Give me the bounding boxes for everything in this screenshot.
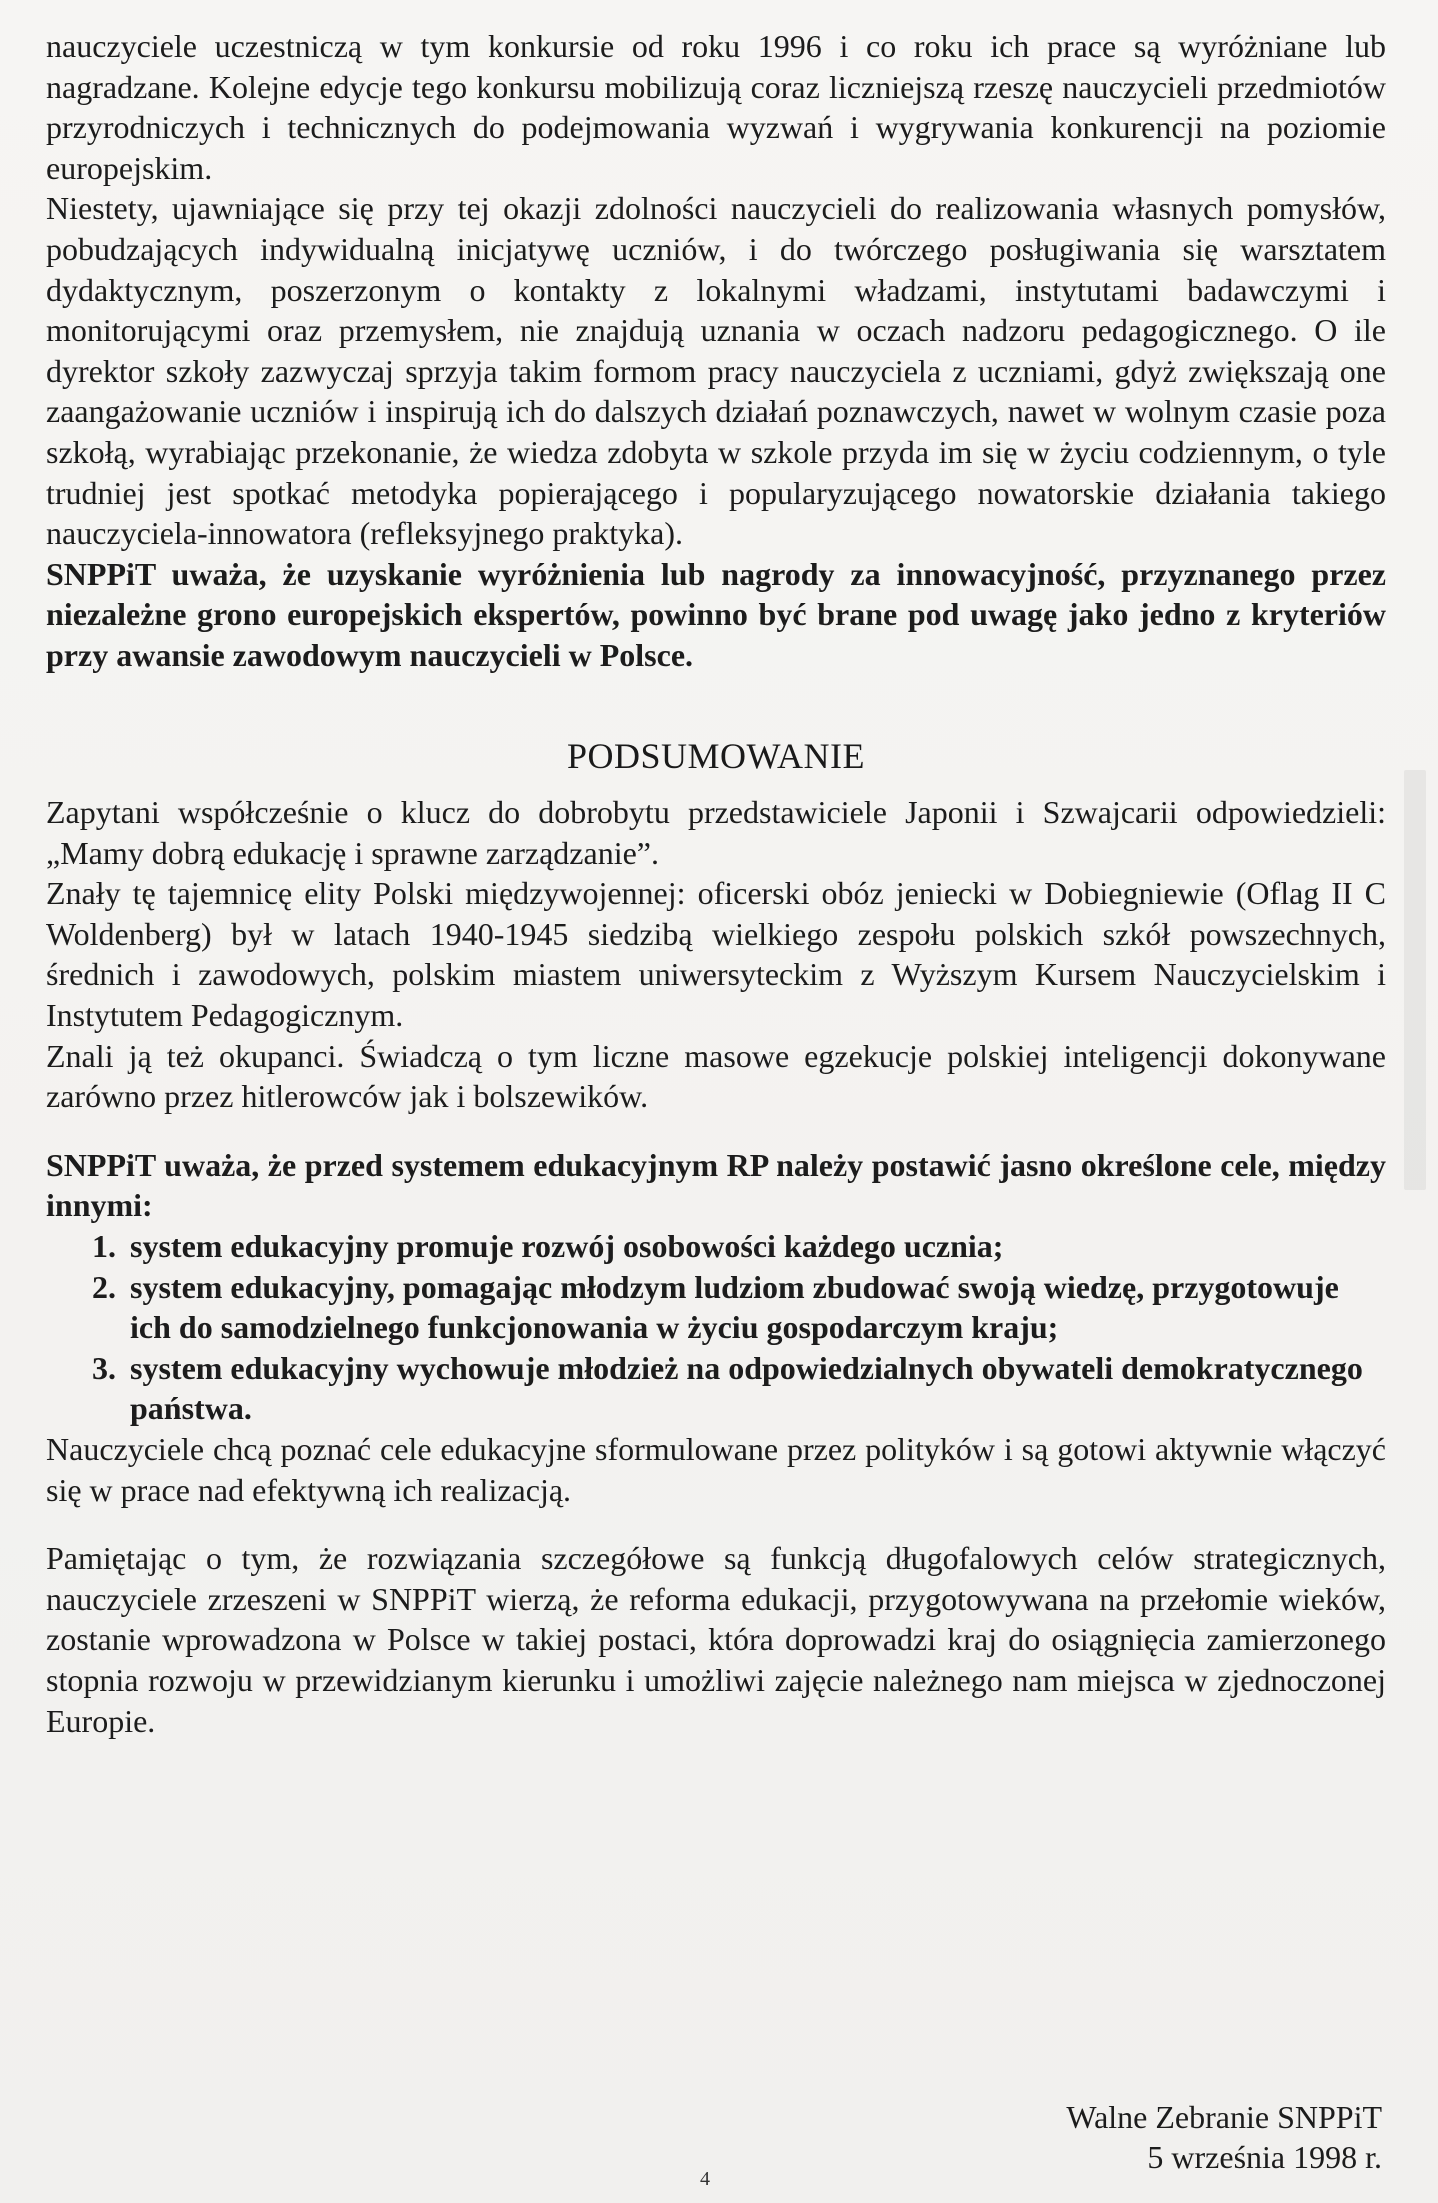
signature-block	[1066, 2097, 1382, 2177]
paragraph-contest: nauczyciele uczestniczą w tym konkursie od roku 1996 i co roku ich prace są wyróżniane lub nagradzane. Kolejne edycje tego konkursu mobilizują coraz liczniejszą rzeszę nauczycieli przedmiotów przyrodniczych i technicznych do podejmowania wyzwań i wygrywania konkurencji na poziomie europejskim.	[46, 28, 1386, 186]
goal-text: system edukacyjny promuje rozwój osobowości każdego ucznia;	[130, 1228, 1004, 1265]
goal-number: 2.	[92, 1268, 116, 1305]
signature-date: 5 września 1998 r.	[1147, 2139, 1382, 2175]
document-body	[46, 26, 1386, 1741]
teachers-statement: Nauczyciele chcą poznać cele edukacyjne sformulowane przez polityków i są gotowi aktywnie włączyć się w prace nad efektywną ich realizacją.	[46, 1431, 1386, 1508]
scan-artifact	[1404, 770, 1426, 1190]
goal-item	[92, 1226, 1386, 1267]
goal-number: 1.	[92, 1228, 116, 1265]
goal-text: system edukacyjny, pomagając młodzym ludziom zbudować swoją wiedzę, przygotowuje ich do samodzielnego funkcjonowania w życiu gospodarczym kraju;	[130, 1268, 1339, 1346]
goals-list	[46, 1226, 1386, 1429]
goal-item	[92, 1348, 1386, 1429]
closing-paragraph: Pamiętając o tym, że rozwiązania szczegółowe są funkcją długofalowych celów strategicznych, nauczyciele zrzeszeni w SNPPiT wierzą, że reforma edukacji, przygotowywana na przełomie wieków, zostanie wprowadzona w Polsce w takiej postaci, która doprowadzi kraj do osiągnięcia zamierzonego stopnia rozwoju w przewidzianym kierunku i umożliwi zajęcie należnego nam miejsca w zjednoczonej Europie.	[46, 1540, 1386, 1739]
goals-intro: SNPPiT uważa, że przed systemem edukacyjnym RP należy postawić jasno określone cele, między innymi:	[46, 1146, 1386, 1224]
goal-number: 3.	[92, 1349, 116, 1386]
summary-paragraph-japan: Zapytani współcześnie o klucz do dobrobytu przedstawiciele Japonii i Szwajcarii odpowiedzieli: „Mamy dobrą edukację i sprawne zarządzanie”.	[46, 794, 1386, 871]
summary-paragraph-occupants: Znali ją też okupanci. Świadczą o tym liczne masowe egzekucje polskiej inteligencji dokonywane zarówno przez hitlerowców jak i bolszewików.	[46, 1037, 1386, 1115]
goal-item	[92, 1267, 1386, 1348]
signature-author: Walne Zebranie SNPPiT	[1066, 2099, 1382, 2135]
statement-innovation: SNPPiT uważa, że uzyskanie wyróżnienia lub nagrody za innowacyjność, przyznanego przez niezależne grono europejskich ekspertów, powinno być brane pod uwagę jako jedno z kryteriów przy awansie zawodowym nauczycieli w Polsce.	[46, 555, 1386, 673]
paragraph-teachers-skills: Niestety, ujawniające się przy tej okazji zdolności nauczycieli do realizowania własnych pomysłów, pobudzających indywidualną inicjatywę uczniów, i do twórczego posługiwania się warsztatem dydaktycznym, poszerzonym o kontakty z lokalnymi władzami, instytutami badawczymi i monitorującymi oraz przemysłem, nie znajdują uznania w oczach nadzoru pedagogicznego. O ile dyrektor szkoły zazwyczaj sprzyja takim formom pracy nauczyciela z uczniami, gdyż zwiększają one zaangażowanie uczniów i inspirują ich do dalszych działań poznawczych, nawet w wolnym czasie poza szkołą, wyrabiając przekonanie, że wiedza zdobyta w szkole przyda im się w życiu codziennym, o tyle trudniej jest spotkać metodyka popierającego i popularyzującego nowatorskie działania takiego nauczyciela-innowatora (refleksyjnego praktyka).	[46, 190, 1386, 552]
section-heading: PODSUMOWANIE	[566, 735, 865, 776]
goal-text: system edukacyjny wychowuje młodzież na odpowiedzialnych obywateli demokratycznego państwa.	[130, 1349, 1363, 1427]
page-number: 4	[700, 2168, 710, 2190]
summary-paragraph-oflag: Znały tę tajemnicę elity Polski międzywojennej: oficerski obóz jeniecki w Dobiegniewie (Oflag II C Woldenberg) był w latach 1940-1945 siedzibą wielkiego zespołu polskich szkół powszechnych, średnich i zawodowych, polskim miastem uniwersyteckim z Wyższym Kursem Nauczycielskim i Instytutem Pedagogicznym.	[46, 875, 1386, 1034]
